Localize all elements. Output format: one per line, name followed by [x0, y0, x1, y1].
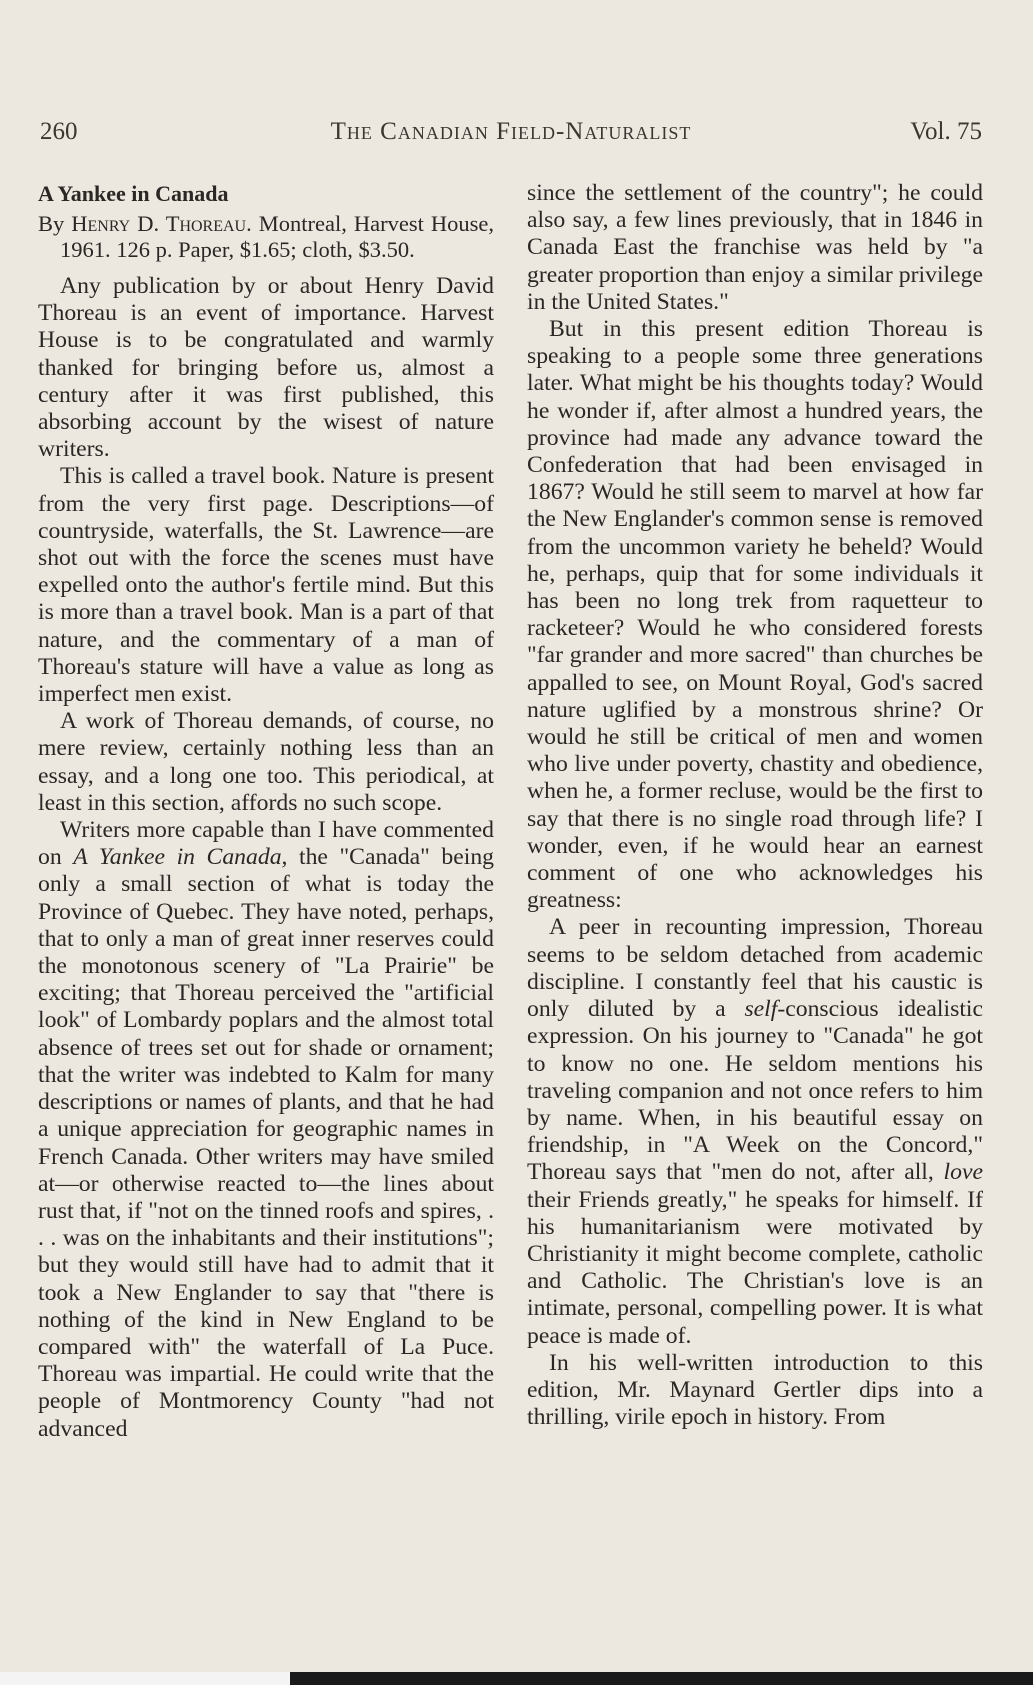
journal-title: The Canadian Field-Naturalist — [330, 118, 692, 145]
scan-edge-light — [0, 1672, 290, 1685]
paragraph: since the settlement of the country"; he could also say, a few lines previously, that in 1846 in Canada East the franchise was held by "a greater proportion than enjoy a similar privilege in the United States." — [527, 180, 983, 315]
italic-word: love — [943, 1159, 983, 1186]
paragraph: But in this present edition Thoreau is speaking to a people some three generations later. What might be his thoughts today? Would he wonder if, after almost a hundred years, the province had made any advance toward the Confederation that had been envisaged in 1867? Would he still seem to marvel at how far the New Englander's common sense is removed from the uncommon variety he beheld? Would he, perhaps, quip that for some individuals it has been no long trek from raquetteur to racketeer? Would he who considered forests "far grander and more sacred" than churches be appalled to see, on Mount Royal, God's sacred nature uglified by a monstrous shrine? Or would he still be critical of men and women who live under poverty, chastity and obedience, when he, a former recluse, would be the first to say that there is no single road through life? I wonder, even, if he would hear an earnest comment of one who acknowledges his greatness: — [527, 316, 983, 914]
right-column — [527, 180, 983, 1431]
citation-by: By — [38, 211, 72, 236]
text-run: their Friends greatly," he speaks for himself. If his humanitarianism were motivated by Christianity it might become complete, catholic and Catholic. The Christian's love is an intimate, personal, compelling power. It is what peace is made of. — [527, 1186, 983, 1349]
volume-label: Vol. 75 — [910, 118, 982, 145]
quoted-comment — [527, 914, 983, 1349]
text-run: A peer in recounting impression, Thoreau seems to be seldom detached from academic discipline. I constantly feel that his caustic is only diluted by a — [527, 914, 983, 1023]
paragraph: In his well-written introduction to this edition, Mr. Maynard Gertler dips into a thrilling, virile epoch in history. From — [527, 1349, 983, 1431]
page-number: 260 — [40, 118, 78, 145]
citation-details: Montreal, Harvest House, 1961. 126 p. Paper, $1.65; cloth, $3.50. — [60, 211, 494, 262]
review-citation — [38, 211, 494, 263]
scan-edge-band — [0, 1672, 1033, 1685]
paragraph: A work of Thoreau demands, of course, no mere review, certainly nothing less than an essay, and a long one too. This periodical, at least in this section, affords no such scope. — [38, 708, 494, 816]
paragraph: This is called a travel book. Nature is present from the very first page. Descriptions—of countryside, waterfalls, the St. Lawrence—are shot out with the force the scenes must have expelled onto the author's fertile mind. But this is more than a travel book. Man is a part of that nature, and the commentary of a man of Thoreau's stature will have a value as long as imperfect men exist. — [38, 463, 494, 708]
text-run: Writers more capable than I have commented on — [38, 817, 494, 871]
running-head — [40, 118, 982, 152]
review-title: A Yankee in Canada — [38, 181, 229, 206]
book-title-italic: A Yankee in Canada — [73, 844, 282, 871]
italic-word: self — [744, 996, 778, 1023]
text-run: -conscious idealistic expression. On his journey to "Canada" he got to know no one. He seldom mentions his traveling companion and not once refers to him by name. When, in his beautiful essay on friendship, in "A Week on the Concord," Thoreau says that "men do not, after all, — [527, 996, 983, 1186]
left-column — [38, 180, 494, 1443]
text-run: , the "Canada" being only a small section of what is today the Province of Quebec. They have noted, perhaps, that to only a man of great inner reserves could the monotonous scenery of "La Prairie" be exciting; that Thoreau perceived the "artificial look" of Lombardy poplars and the almost total absence of trees set out for shade or ornament; that the writer was indebted to Kalm for many descriptions or names of plants, and that he had a unique appreciation for geographic names in French Canada. Other writers may have smiled at—or otherwise reacted to—the lines about rust that, if "not on the tinned roofs and spires, . . . was on the inhabitants and their institutions"; but they would still have had to admit that it took a New Englander to say that "there is nothing of the kind in New England to be compared with" the waterfall of La Puce. Thoreau was impartial. He could write that the people of Montmorency County "had not advanced — [38, 844, 495, 1442]
citation-author: Henry D. Thoreau. — [71, 211, 252, 236]
paragraph: Any publication by or about Henry David Thoreau is an event of importance. Harvest House is to be congratulated and warmly thanked for bringing before us, almost a century after it was first published, this absorbing account by the wisest of nature writers. — [38, 273, 494, 463]
paragraph — [38, 817, 494, 1443]
